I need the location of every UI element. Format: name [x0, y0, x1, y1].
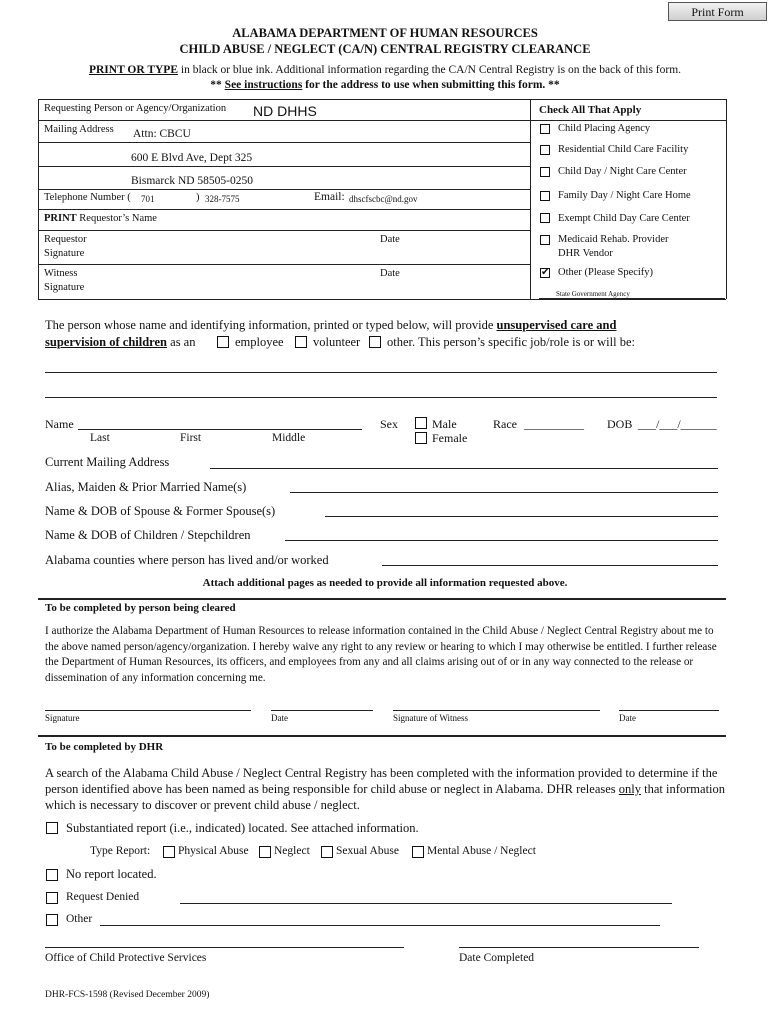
submission-text: for the address to use when submitting this form. **	[302, 79, 560, 91]
substantiated-label: Substantiated report (i.e., indicated) located. See attached information.	[66, 821, 419, 835]
name-field[interactable]	[78, 429, 362, 430]
dob-field[interactable]: ___/___/______	[638, 417, 717, 431]
race-field[interactable]: __________	[524, 417, 584, 431]
first-label: First	[180, 432, 202, 444]
requestor-date-label: Date	[380, 234, 400, 245]
intro-line-2	[45, 335, 195, 350]
intro-line-1	[45, 318, 616, 333]
date-completed-label: Date Completed	[459, 952, 535, 964]
other-value[interactable]: State Government Agency	[556, 290, 630, 298]
family-day-home-checkbox[interactable]	[540, 191, 550, 201]
ink-instructions	[0, 64, 770, 76]
middle-label: Middle	[272, 432, 306, 444]
as-an: as an	[167, 335, 196, 349]
witness-date-label-2: Date	[619, 713, 636, 723]
dhr-other-label: Other	[66, 913, 93, 925]
authorization-text: I authorize the Alabama Department of Human Resources to release information contained in the Child Abuse / Neglect Central Registry about me to the above named person/agency/organization. I hereby waive any right to any review or hearing to which I may otherwise be entitled. I further release the Department of Human Resources, its officers, and employees from any and all claims arising out of or in any way connected to the release or dissemination of any information concerning me.	[45, 625, 717, 684]
neglect-label: Neglect	[274, 845, 310, 857]
form-number: DHR-FCS-1598 (Revised December 2009)	[45, 990, 210, 1000]
check-mark-icon: ✔	[541, 267, 550, 278]
alias-label: Alias, Maiden & Prior Married Name(s)	[45, 480, 247, 494]
child-placing-label: Child Placing Agency	[558, 123, 651, 134]
see-instructions-link[interactable]: See instructions	[224, 79, 303, 91]
physical-abuse-checkbox[interactable]	[163, 846, 175, 858]
medicaid-checkbox[interactable]	[540, 235, 550, 245]
requestor-sig-label-1: Requestor	[44, 234, 87, 245]
agency-value[interactable]: ND DHHS	[253, 103, 317, 119]
other-checkbox[interactable]	[540, 268, 550, 278]
day-night-center-label: Child Day / Night Care Center	[558, 166, 687, 177]
mental-abuse-label: Mental Abuse / Neglect	[427, 845, 536, 857]
cleared-date-label: Date	[271, 713, 288, 723]
exempt-center-checkbox[interactable]	[540, 213, 550, 223]
exempt-center-label: Exempt Child Day Care Center	[558, 213, 690, 224]
witness-sig-label-2: Signature	[44, 282, 85, 293]
cleared-signature-field[interactable]	[45, 710, 251, 711]
mental-abuse-checkbox[interactable]	[412, 846, 424, 858]
dhr-search-text	[45, 765, 735, 813]
volunteer-checkbox[interactable]	[295, 336, 307, 348]
check-all-heading: Check All That Apply	[539, 104, 642, 116]
sex-label: Sex	[380, 417, 398, 431]
email-label: Email:	[314, 191, 345, 203]
job-role-line-1[interactable]	[45, 372, 717, 373]
witness-date-field[interactable]	[619, 710, 719, 711]
print-form-button[interactable]: Print Form	[668, 2, 767, 21]
cleared-date-field[interactable]	[271, 710, 373, 711]
mailing-line-1[interactable]: Attn: CBCU	[133, 128, 191, 140]
residential-label: Residential Child Care Facility	[558, 144, 689, 155]
other-label: Other (Please Specify)	[558, 267, 654, 278]
spouse-label: Name & DOB of Spouse & Former Spouse(s)	[45, 504, 276, 518]
submission-note	[0, 79, 770, 91]
dhr-only: only	[618, 782, 642, 796]
no-report-checkbox[interactable]	[46, 869, 58, 881]
email-value[interactable]: dhscfscbc@nd.gov	[349, 194, 418, 204]
dhr-other-field[interactable]	[100, 925, 660, 926]
cleared-heading: To be completed by person being cleared	[45, 602, 236, 614]
job-role-line-2[interactable]	[45, 397, 717, 398]
unsupervised-text: unsupervised care and	[496, 318, 617, 332]
race-label: Race	[493, 417, 517, 431]
cleared-signature-label: Signature	[45, 713, 80, 723]
witness-sig-label-1: Witness	[44, 268, 78, 279]
supervision-text: supervision of children	[45, 335, 168, 349]
witness-signature-field[interactable]	[393, 710, 600, 711]
employee-checkbox[interactable]	[217, 336, 229, 348]
sexual-abuse-label: Sexual Abuse	[336, 845, 399, 857]
print-name-rest: Requestor’s Name	[76, 213, 157, 224]
print-bold: PRINT	[44, 213, 77, 224]
other-role-checkbox[interactable]	[369, 336, 381, 348]
other-role-label: other. This person’s specific job/role is or will be:	[387, 335, 635, 349]
counties-field[interactable]	[382, 565, 718, 566]
substantiated-checkbox[interactable]	[46, 822, 58, 834]
no-report-label: No report located.	[66, 867, 157, 881]
female-label: Female	[432, 431, 468, 445]
witness-signature-label: Signature of Witness	[393, 713, 468, 723]
print-name-label	[44, 213, 157, 224]
alias-field[interactable]	[290, 492, 718, 493]
request-denied-field[interactable]	[180, 903, 672, 904]
witness-date-label: Date	[380, 268, 400, 279]
dhr-text-1: A search of the Alabama Child Abuse / Neglect Central Registry has been completed with the information provided to determine if the person identified above has been named as being responsible for child abuse or neglect in Alabama. DHR releases	[45, 766, 718, 796]
mailing-line-2[interactable]: 600 E Blvd Ave, Dept 325	[131, 152, 253, 164]
employee-label: employee	[235, 335, 284, 349]
print-or-type: PRINT OR TYPE	[88, 64, 178, 76]
ink-instructions-text: in black or blue ink. Additional information regarding the CA/N Central Registry is on the back of this form.	[178, 64, 682, 76]
dhr-heading: To be completed by DHR	[45, 741, 164, 753]
office-label: Office of Child Protective Services	[45, 952, 207, 964]
intro-text: The person whose name and identifying information, printed or typed below, will provide	[45, 318, 497, 332]
dhr-text-2: that information which is necessary to discover or prevent child abuse / neglect.	[45, 782, 726, 812]
last-label: Last	[90, 432, 110, 444]
mailing-line-3[interactable]: Bismarck ND 58505-0250	[131, 175, 254, 187]
medicaid-label: Medicaid Rehab. Provider	[558, 234, 669, 245]
spouse-field[interactable]	[325, 516, 718, 517]
physical-abuse-label: Physical Abuse	[178, 845, 249, 857]
current-mailing-label: Current Mailing Address	[45, 455, 170, 469]
female-checkbox[interactable]	[415, 432, 427, 444]
phone-label: Telephone Number (	[44, 192, 131, 203]
name-label: Name	[45, 417, 74, 431]
child-placing-checkbox[interactable]	[540, 124, 550, 134]
phone-number[interactable]: 328-7575	[205, 194, 240, 204]
counties-label: Alabama counties where person has lived and/or worked	[45, 553, 329, 567]
neglect-checkbox[interactable]	[259, 846, 271, 858]
sexual-abuse-checkbox[interactable]	[321, 846, 333, 858]
dhr-other-checkbox[interactable]	[46, 914, 58, 926]
residential-checkbox[interactable]	[540, 145, 550, 155]
phone-close: )	[196, 192, 200, 203]
attach-note: Attach additional pages as needed to provide all information requested above.	[202, 577, 568, 589]
family-day-home-label: Family Day / Night Care Home	[558, 190, 691, 201]
dob-label: DOB	[607, 417, 633, 431]
mailing-label: Mailing Address	[44, 124, 114, 135]
day-night-center-checkbox[interactable]	[540, 167, 550, 177]
request-denied-label: Request Denied	[66, 891, 140, 903]
phone-area[interactable]: 701	[141, 194, 155, 204]
form-title: CHILD ABUSE / NEGLECT (CA/N) CENTRAL REGISTRY CLEARANCE	[179, 42, 591, 56]
children-label: Name & DOB of Children / Stepchildren	[45, 528, 251, 542]
requestor-sig-label-2: Signature	[44, 248, 85, 259]
form-agency-title: ALABAMA DEPARTMENT OF HUMAN RESOURCES	[232, 26, 538, 40]
current-mailing-field[interactable]	[210, 468, 718, 469]
type-report-label: Type Report:	[90, 845, 151, 857]
date-completed-field[interactable]	[459, 947, 699, 948]
children-field[interactable]	[285, 540, 718, 541]
male-checkbox[interactable]	[415, 417, 427, 429]
male-label: Male	[432, 417, 457, 431]
volunteer-label: volunteer	[313, 335, 361, 349]
dhr-vendor-label: DHR Vendor	[558, 248, 613, 259]
request-denied-checkbox[interactable]	[46, 892, 58, 904]
agency-label: Requesting Person or Agency/Organization	[44, 103, 227, 114]
office-signature-field[interactable]	[45, 947, 404, 948]
submission-prefix: **	[210, 79, 225, 91]
